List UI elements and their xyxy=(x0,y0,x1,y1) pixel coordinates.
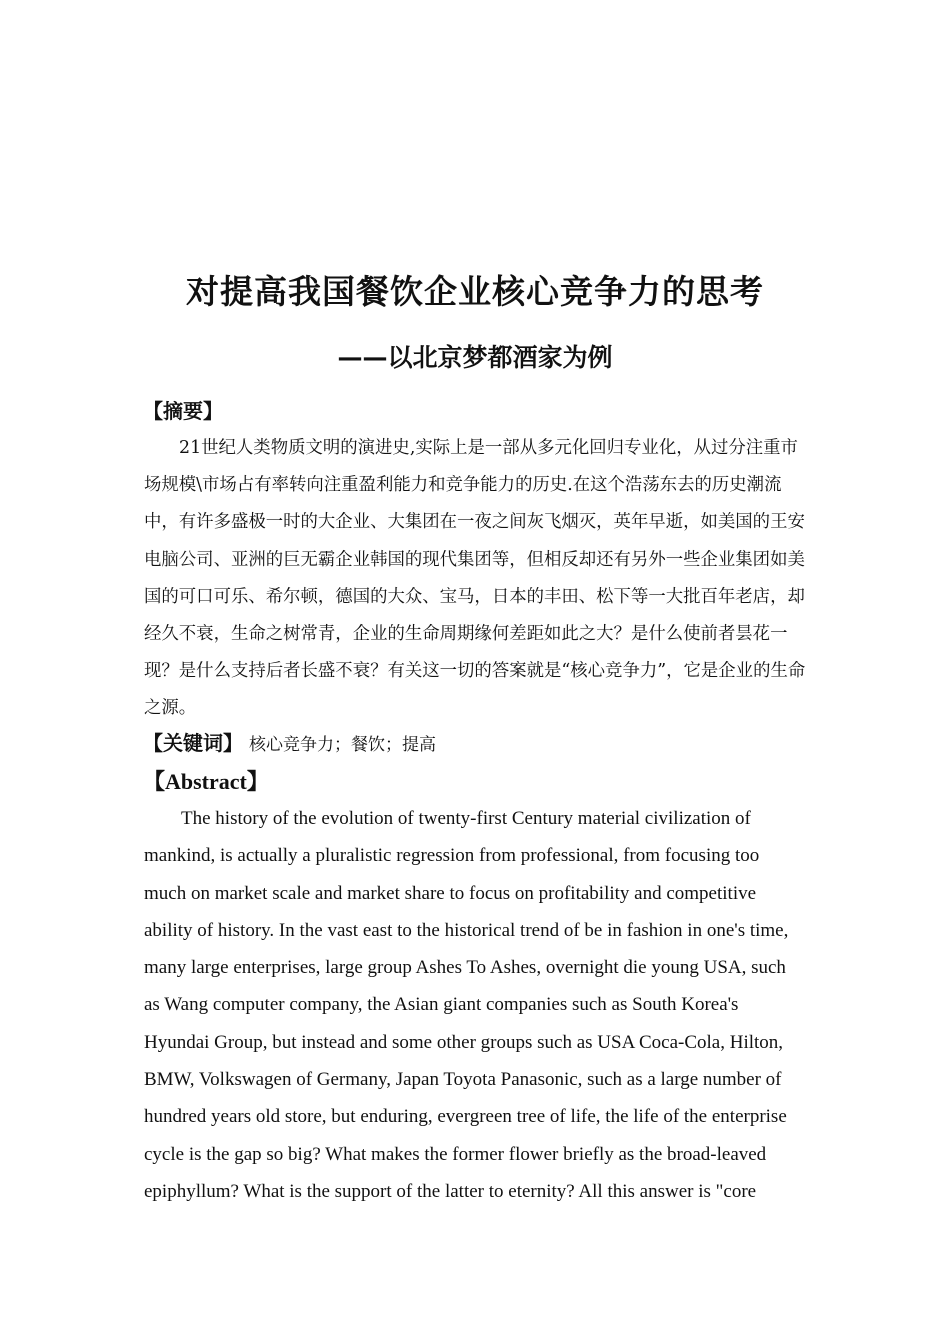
abstract-cn-body: 21世纪人类物质文明的演进史,实际上是一部从多元化回归专业化，从过分注重市场规模\市场占有率转向注重盈利能力和竞争能力的历史.在这个浩荡东去的历史潮流中，有许多盛极一时的大企业、大集团在一夜之间灰飞烟灭，英年早逝，如美国的王安电脑公司、亚洲的巨无霸企业韩国的现代集团等，但相反却还有另外一些企业集团如美国的可口可乐、希尔顿，德国的大众、宝马，日本的丰田、松下等一大批百年老店，却经久不衰，生命之树常青，企业的生命周期缘何差距如此之大？是什么使前者昙花一现？是什么支持后者长盛不衰？有关这一切的答案就是“核心竞争力”，它是企业的生命之源。 xyxy=(144,438,806,719)
keywords-value: 核心竞争力；餐饮；提高 xyxy=(249,735,436,755)
keywords-label: 【关键词】 xyxy=(143,731,243,755)
document-subtitle: ——以北京梦都酒家为例 xyxy=(337,343,613,372)
abstract-en-heading: 【Abstract】 xyxy=(143,769,269,794)
keywords-line xyxy=(143,728,811,761)
abstract-cn-heading: 【摘要】 xyxy=(143,399,223,423)
abstract-en-body: The history of the evolution of twenty-first Century material civilization of mankind, is actually a pluralistic regression from professional, from focusing too much on market scale and market share to focus on profitability and competitive ability of history. In the vast east to the historical trend of be in fashion in one's time, many large enterprises, large group Ashes To Ashes, overnight die young USA, such as Wang computer company, the Asian giant companies such as South Korea's Hyundai Group, but instead and some other groups such as USA Coca-Cola, Hilton, BMW, Volkswagen of Germany, Japan Toyota Panasonic, such as a large number of hundred years old store, but enduring, evergreen tree of life, the life of the enterprise cycle is the gap so big? What makes the former flower briefly as the broad-leaved epiphyllum? What is the support of the latter to eternity? All this answer is "core xyxy=(144,808,789,1202)
document-title: 对提高我国餐饮企业核心竞争力的思考 xyxy=(186,272,764,311)
